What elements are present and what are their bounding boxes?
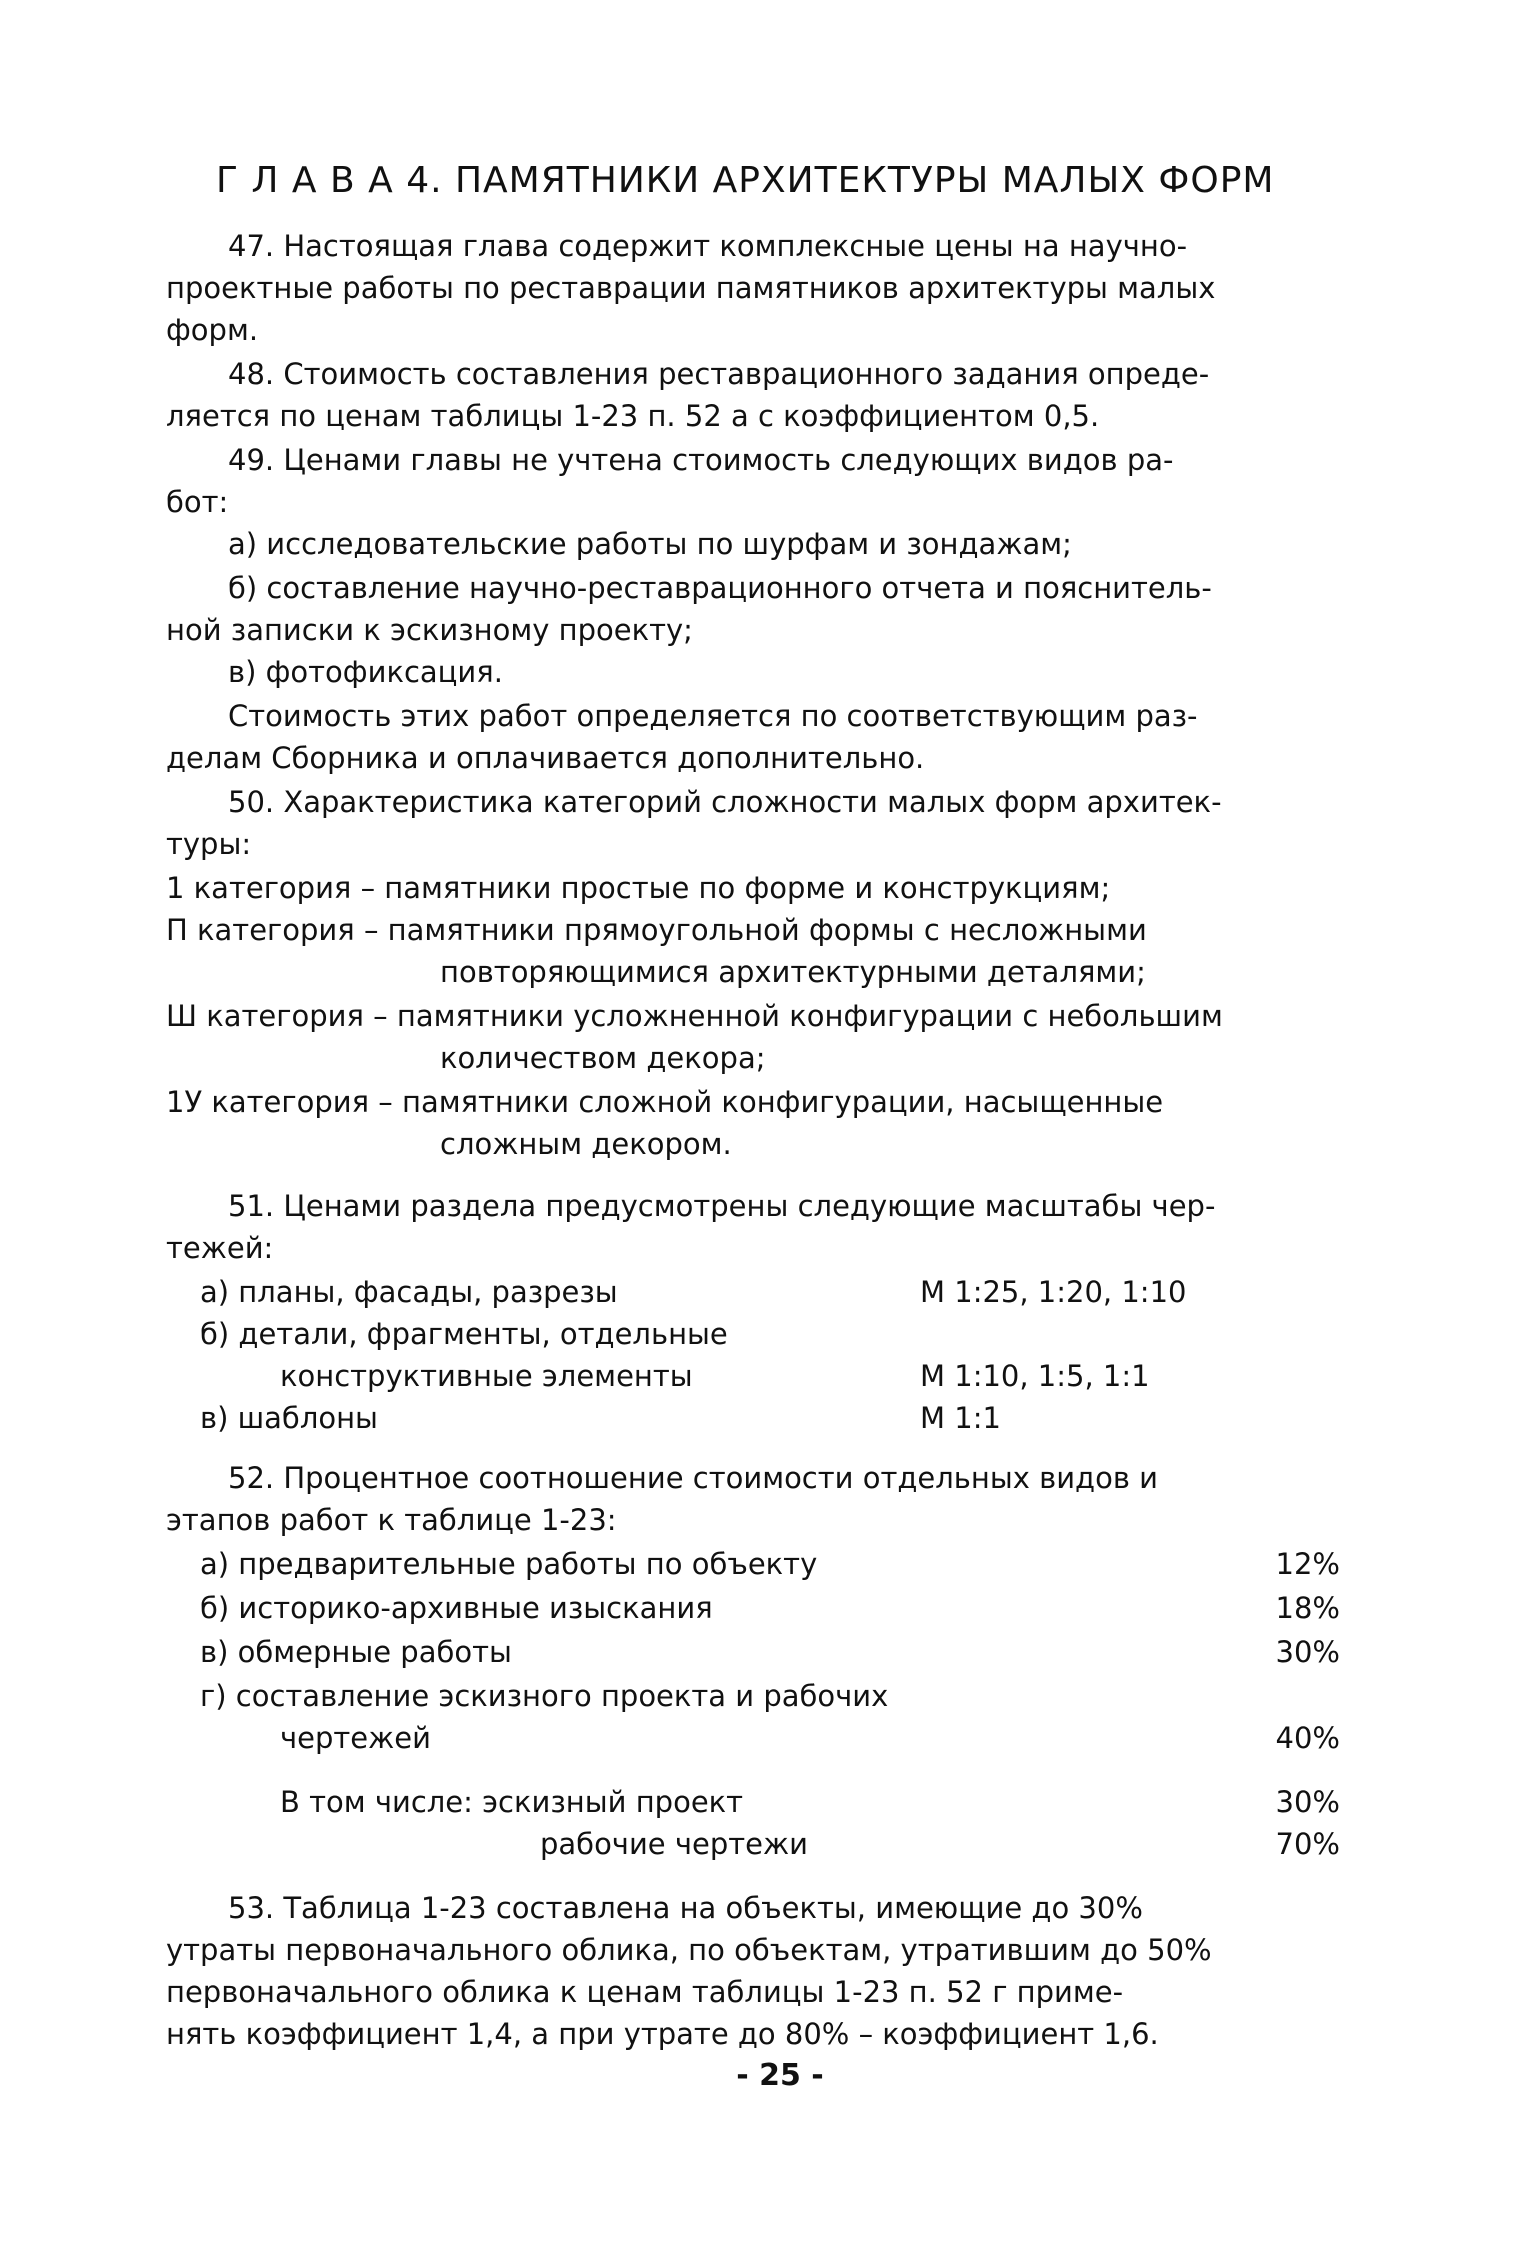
- page-number: - 25 -: [736, 2058, 824, 2093]
- p51-item-c-label: в) шаблоны: [200, 1401, 378, 1435]
- p50-category-2-line-2: повторяющимися архитектурными деталями;: [440, 955, 1146, 989]
- p53-line-4: нять коэффициент 1,4, а при утрате до 80% – коэффициент 1,6.: [166, 2017, 1159, 2051]
- p47-line-3: форм.: [166, 313, 259, 347]
- p52-item-d-label-1: г) составление эскизного проекта и рабочих: [200, 1679, 889, 1713]
- p51-item-b-label-2: конструктивные элементы: [280, 1359, 693, 1393]
- p47-line-1: 47. Настоящая глава содержит комплексные цены на научно-: [228, 229, 1188, 263]
- p51-item-b-scale: М 1:10, 1:5, 1:1: [920, 1359, 1150, 1393]
- p51-line-1: 51. Ценами раздела предусмотрены следующие масштабы чер-: [228, 1189, 1216, 1223]
- p52-working-drawings-value: 70%: [1275, 1827, 1340, 1861]
- p49-item-b-line-2: ной записки к эскизному проекту;: [166, 613, 693, 647]
- p50-category-2-line-1: П категория – памятники прямоугольной формы с несложными: [166, 913, 1147, 947]
- p52-item-d-label-2: чертежей: [280, 1721, 431, 1755]
- p50-category-1: 1 категория – памятники простые по форме и конструкциям;: [166, 871, 1111, 905]
- p52-item-d-value: 40%: [1275, 1721, 1340, 1755]
- p48-line-2: ляется по ценам таблицы 1-23 п. 52 а с коэффициентом 0,5.: [166, 399, 1100, 433]
- p52-item-a-label: а) предварительные работы по объекту: [200, 1547, 818, 1581]
- p52-line-1: 52. Процентное соотношение стоимости отдельных видов и: [228, 1461, 1158, 1495]
- p49-line-1: 49. Ценами главы не учтена стоимость следующих видов ра-: [228, 443, 1174, 477]
- p49-line-2: бот:: [166, 485, 229, 519]
- p50-line-2: туры:: [166, 827, 252, 861]
- p53-line-3: первоначального облика к ценам таблицы 1-23 п. 52 г приме-: [166, 1975, 1124, 2009]
- p49-note-line-2: делам Сборника и оплачивается дополнительно.: [166, 741, 925, 775]
- p52-including-value: 30%: [1275, 1785, 1340, 1819]
- p49-item-a: а) исследовательские работы по шурфам и зондажам;: [228, 527, 1072, 561]
- p47-line-2: проектные работы по реставрации памятников архитектуры малых: [166, 271, 1216, 305]
- p48-line-1: 48. Стоимость составления реставрационного задания опреде-: [228, 357, 1210, 391]
- p49-item-c: в) фотофиксация.: [228, 655, 503, 689]
- p52-item-a-value: 12%: [1275, 1547, 1340, 1581]
- p52-item-c-label: в) обмерные работы: [200, 1635, 512, 1669]
- p50-category-3-line-1: Ш категория – памятники усложненной конфигурации с небольшим: [166, 999, 1223, 1033]
- p50-category-4-line-2: сложным декором.: [440, 1127, 732, 1161]
- p52-line-2: этапов работ к таблице 1-23:: [166, 1503, 617, 1537]
- p52-including-label: В том числе: эскизный проект: [280, 1785, 744, 1819]
- p53-line-1: 53. Таблица 1-23 составлена на объекты, имеющие до 30%: [228, 1891, 1143, 1925]
- p51-item-a-scale: М 1:25, 1:20, 1:10: [920, 1275, 1187, 1309]
- p50-line-1: 50. Характеристика категорий сложности малых форм архитек-: [228, 785, 1222, 819]
- p49-item-b-line-1: б) составление научно-реставрационного отчета и пояснитель-: [228, 571, 1212, 605]
- p53-line-2: утраты первоначального облика, по объектам, утратившим до 50%: [166, 1933, 1212, 1967]
- p52-item-b-value: 18%: [1275, 1591, 1340, 1625]
- p52-working-drawings-label: рабочие чертежи: [540, 1827, 808, 1861]
- p51-item-b-label-1: б) детали, фрагменты, отдельные: [200, 1317, 728, 1351]
- p50-category-4-line-1: 1У категория – памятники сложной конфигурации, насыщенные: [166, 1085, 1164, 1119]
- p52-item-b-label: б) историко-архивные изыскания: [200, 1591, 713, 1625]
- p49-note-line-1: Стоимость этих работ определяется по соответствующим раз-: [228, 699, 1198, 733]
- p50-category-3-line-2: количеством декора;: [440, 1041, 766, 1075]
- p51-item-c-scale: М 1:1: [920, 1401, 1001, 1435]
- chapter-heading: Г Л А В А 4. ПАМЯТНИКИ АРХИТЕКТУРЫ МАЛЫХ ФОРМ: [216, 160, 1275, 201]
- p51-item-a-label: а) планы, фасады, разрезы: [200, 1275, 618, 1309]
- p51-line-2: тежей:: [166, 1231, 274, 1265]
- p52-item-c-value: 30%: [1275, 1635, 1340, 1669]
